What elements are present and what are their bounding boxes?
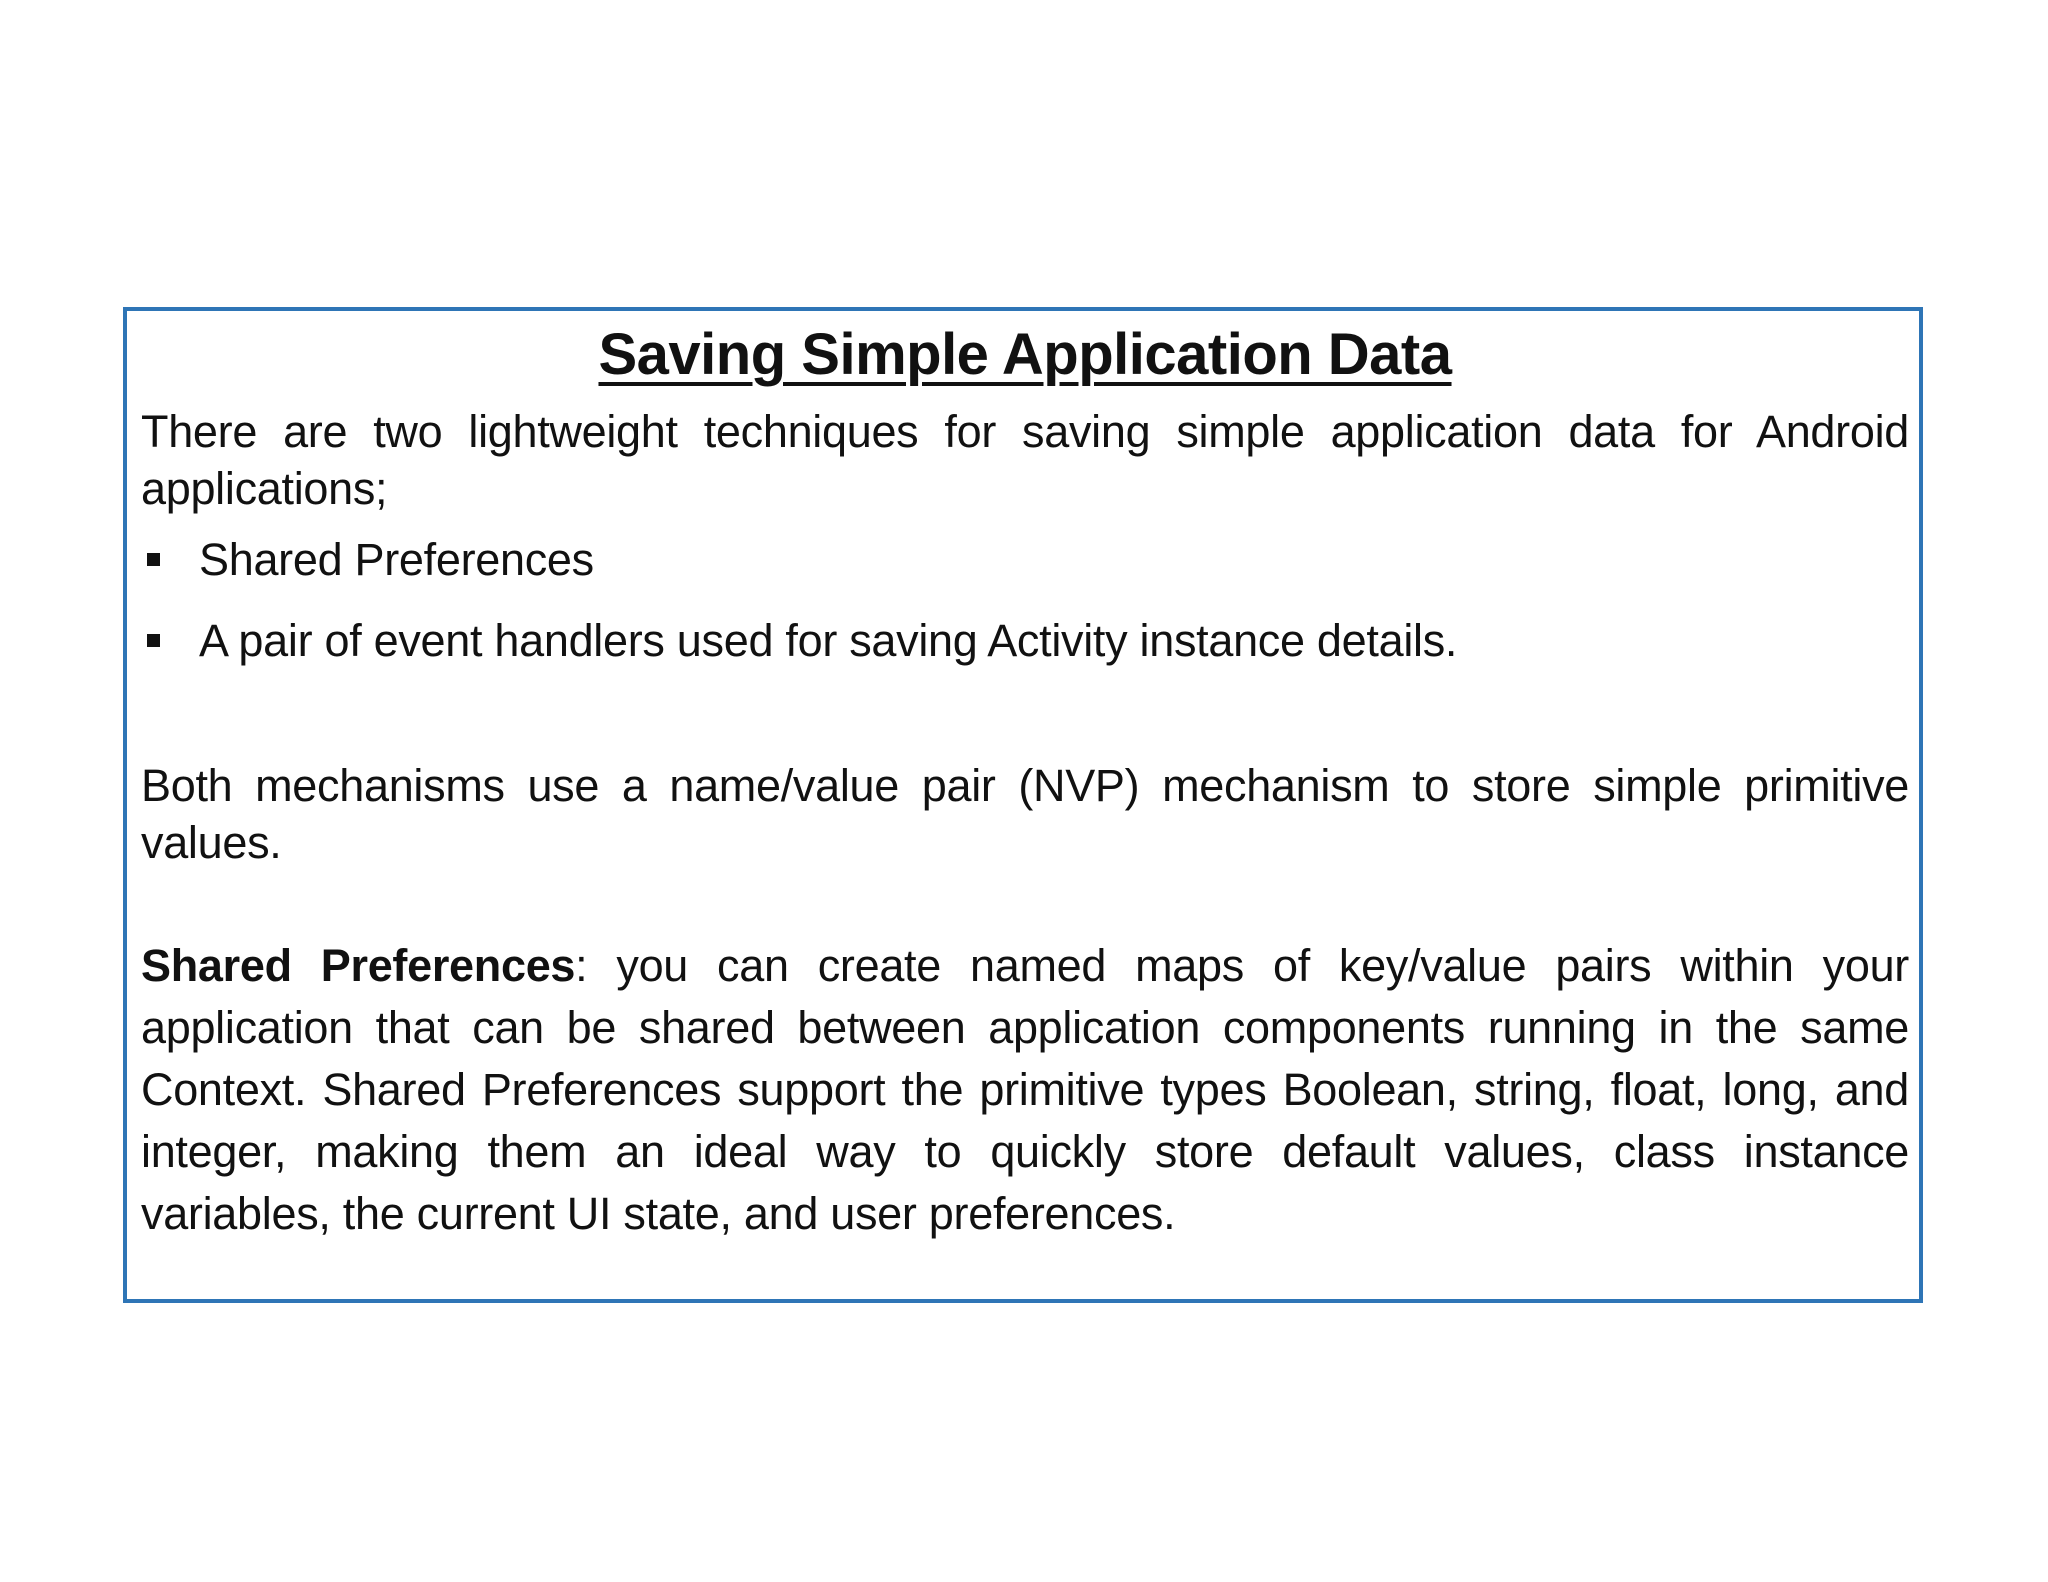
list-item xyxy=(141,612,1909,669)
shared-preferences-paragraph xyxy=(141,935,1909,1245)
shared-preferences-description: you can create named maps of key/value pairs within your application that can be shared between application components running in the same Context. Shared Preferences support the primitive types Boolean, string, float, long, and integer, making them an ideal way to quickly store default values, class instance variables, the current UI state, and user preferences. xyxy=(141,940,1909,1239)
page-title: Saving Simple Application Data xyxy=(598,322,1452,387)
square-bullet-icon xyxy=(147,553,160,566)
content-box xyxy=(123,307,1923,1303)
intro-paragraph: There are two lightweight techniques for saving simple application data for Android applications; xyxy=(141,406,1909,514)
shared-preferences-term: Shared Preferences xyxy=(141,940,576,991)
term-colon: : xyxy=(575,940,588,991)
square-bullet-icon xyxy=(147,634,160,647)
list-item xyxy=(141,531,1909,588)
list-item-label: Shared Preferences xyxy=(199,534,594,585)
list-item-label: A pair of event handlers used for saving Activity instance details. xyxy=(199,615,1458,666)
technique-list xyxy=(141,531,1909,669)
mechanisms-paragraph: Both mechanisms use a name/value pair (NVP) mechanism to store simple primitive values. xyxy=(141,760,1909,868)
